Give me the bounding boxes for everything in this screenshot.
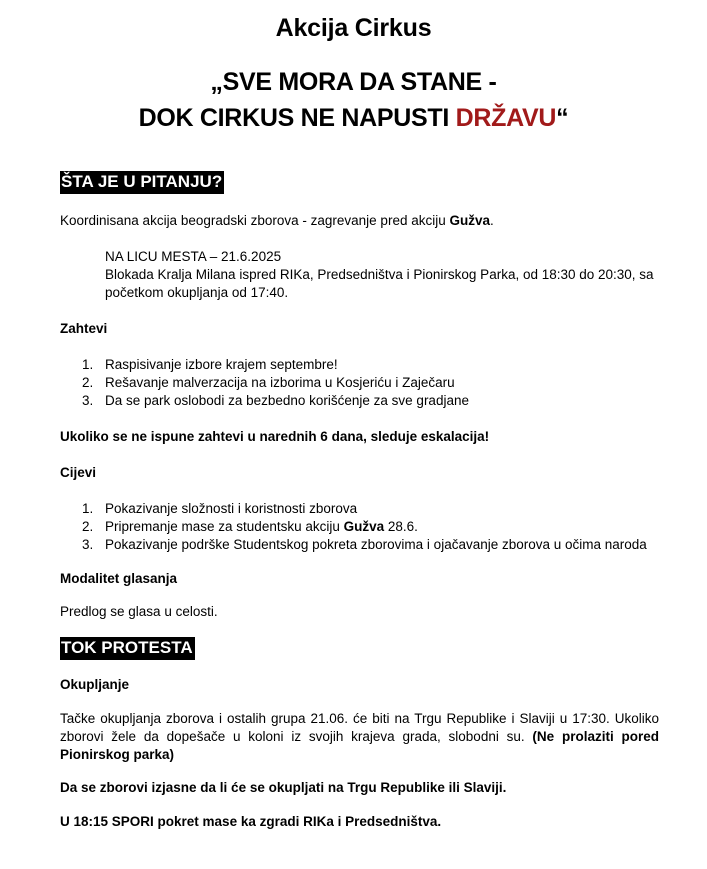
list-number: 2. [82, 375, 94, 390]
declare-gathering-point: Da se zborovi izjasne da li će se okupljati na Trgu Republike ili Slaviji. [60, 780, 507, 795]
spori-movement: U 18:15 SPORI pokret mase ka zgradi RIKa i Predsedništva. [60, 814, 442, 829]
list-item [60, 356, 469, 374]
document-title: Akcija Cirkus [275, 14, 432, 42]
intro-prefix: Koordinisana akcija beogradski zborova - zagrevanje pred akciju [60, 213, 450, 228]
section-heading-tok-protesta: TOK PROTESTA [60, 637, 195, 660]
headline-highlight: DRŽAVU [455, 104, 557, 132]
list-item [60, 536, 647, 554]
goals-list [60, 500, 647, 554]
intro-paragraph [60, 212, 494, 230]
headline-line-2-prefix: DOK CIRKUS NE NAPUSTI [138, 104, 456, 132]
demands-heading: Zahtevi [60, 321, 108, 336]
intro-bold: Gužva [449, 213, 490, 228]
list-text: Pokazivanje podrške Studentskog pokreta zborovima i ojačavanje zborova u očima naroda [105, 537, 647, 552]
list-number: 3. [82, 393, 94, 408]
list-text-bold: Gužva [343, 519, 385, 534]
list-item [60, 392, 469, 410]
list-text: Da se park oslobodi za bezbedno korišćenje za sve gradjane [105, 393, 469, 408]
location-line-3: početkom okupljanja od 17:40. [105, 285, 289, 300]
location-line-1: NA LICU MESTA – 21.6.2025 [105, 249, 282, 264]
list-text-prefix: Pripremanje mase za studentsku akciju [105, 519, 344, 534]
headline-line-2-suffix: “ [556, 104, 569, 132]
demands-list [60, 356, 469, 410]
list-number: 1. [82, 357, 94, 372]
gathering-text: Tačke okupljanja zborova i ostalih grupa 21.06. će biti na Trgu Republike i Slaviji u 17:30. Ukoliko zborovi žele da dopešače u koloni iz svojih krajeva grada, slobodni su. [60, 711, 659, 744]
goals-heading: Cijevi [60, 465, 97, 480]
voting-text: Predlog se glasa u celosti. [60, 604, 218, 619]
voting-heading: Modalitet glasanja [60, 571, 178, 586]
gathering-paragraph [60, 710, 659, 764]
headline-line-1: „SVE MORA DA STANE - [210, 68, 497, 96]
list-text: Rešavanje malverzacija na izborima u Kosjeriću i Zaječaru [105, 375, 455, 390]
list-number: 2. [82, 519, 94, 534]
list-item [60, 374, 469, 392]
intro-suffix: . [490, 213, 494, 228]
list-text: Pokazivanje složnosti i koristnosti zborova [105, 501, 358, 516]
section-heading-sta-je-u-pitanju: ŠTA JE U PITANJU? [60, 171, 224, 194]
list-number: 1. [82, 501, 94, 516]
gathering-bold-note: (Ne prolaziti pored Pionirskog parka) [60, 729, 659, 762]
gathering-heading: Okupljanje [60, 677, 130, 692]
list-item [60, 518, 647, 536]
list-text-suffix: 28.6. [384, 519, 418, 534]
list-item [60, 500, 647, 518]
list-text: Raspisivanje izbore krajem septembre! [105, 357, 338, 372]
escalation-warning: Ukoliko se ne ispune zahtevi u narednih 6 dana, sleduje eskalacija! [60, 429, 490, 444]
headline-line-2 [0, 104, 707, 133]
location-line-2: Blokada Kralja Milana ispred RIKa, Predsedništva i Pionirskog Parka, od 18:30 do 20:30, sa [105, 267, 654, 282]
list-number: 3. [82, 537, 94, 552]
